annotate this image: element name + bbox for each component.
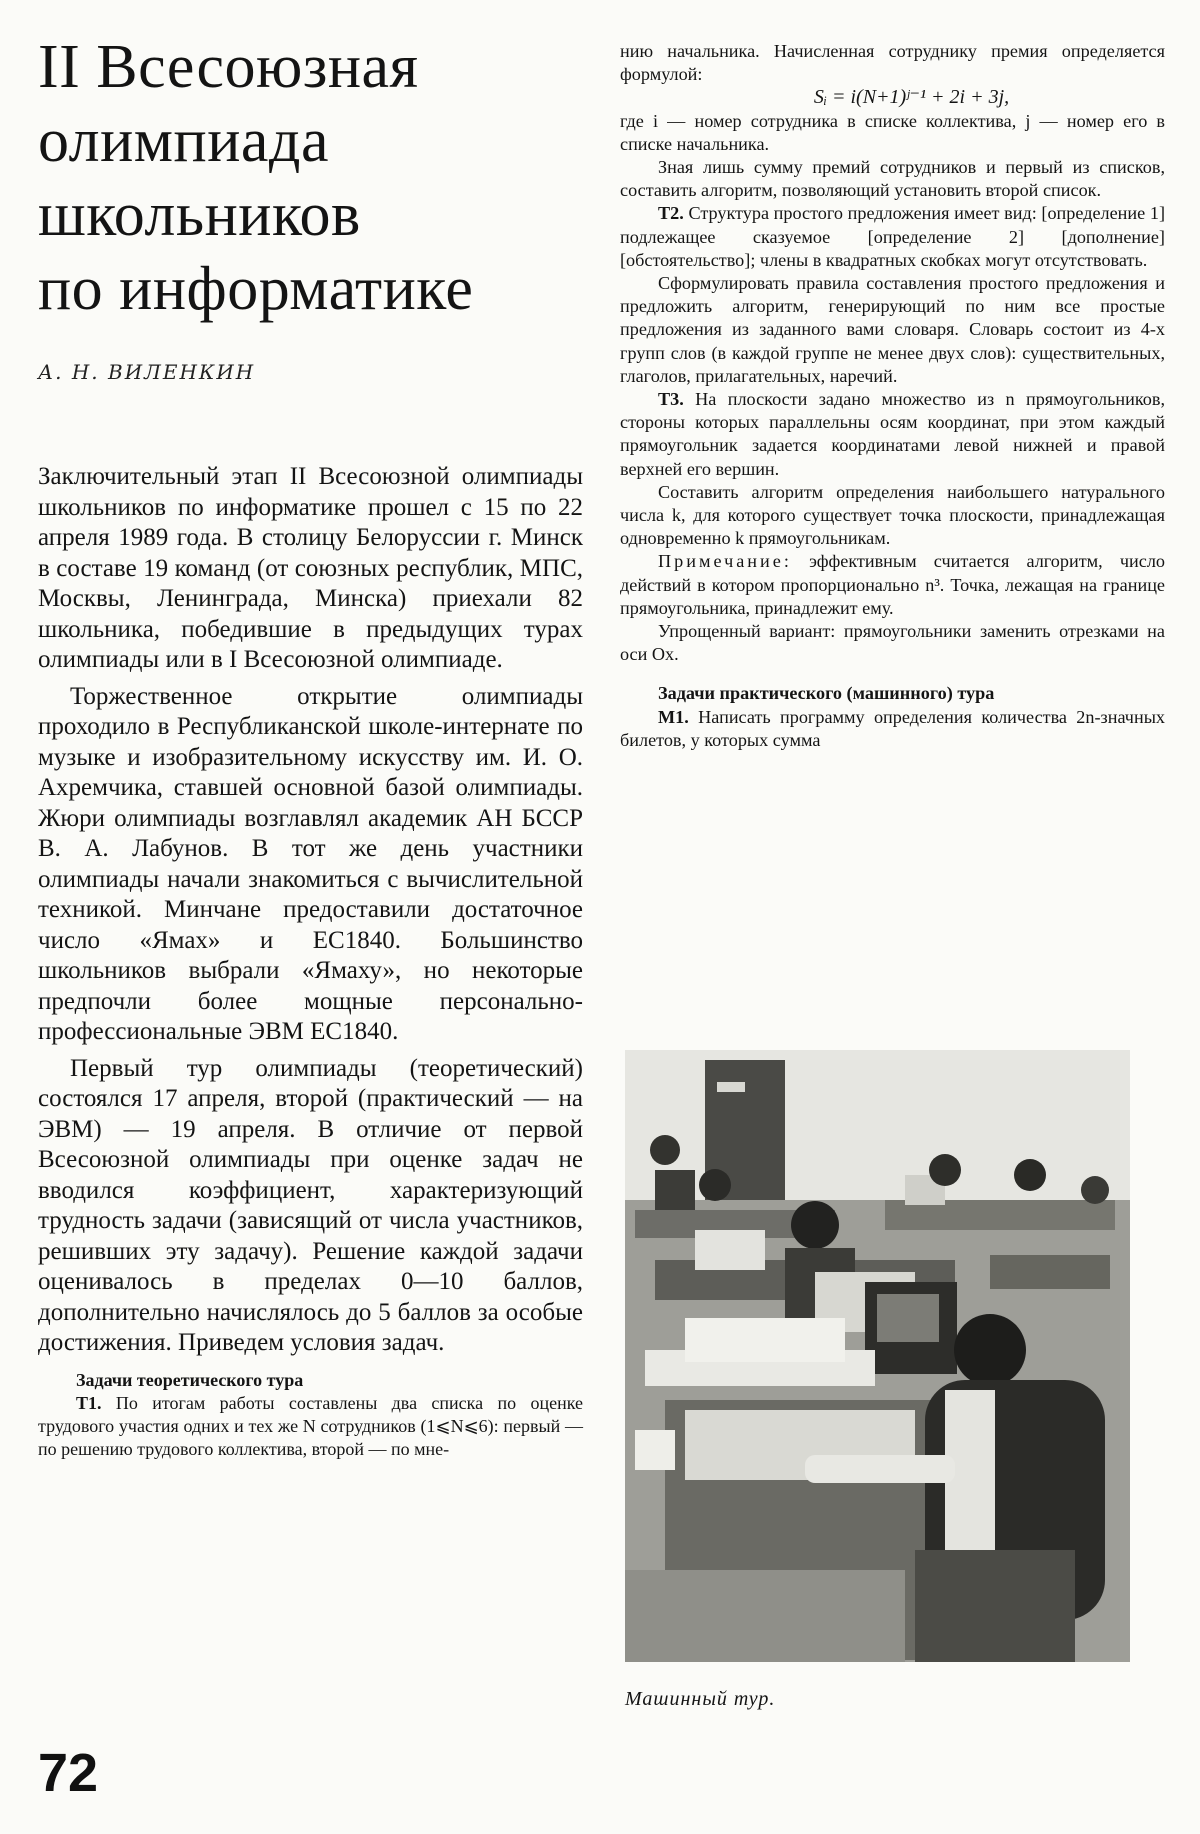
left-column [38, 30, 583, 1461]
title-line: олимпиада [38, 107, 329, 175]
paragraph: Первый тур олимпиады (теоретический) состоялся 17 апреля, второй (практический — на ЭВМ) — 19 апреля. В отличие от первой Всесоюзной олимпиады при оценке задач не вводился коэффициент, характеризующий трудность задачи (зависящий от числа участников, решивших эту задачу). Решение каждой задачи оценивалось в пределах 0—10 баллов, дополнительно начислялось до 5 баллов за особые достижения. Приведем условия задач. [38, 1054, 583, 1356]
page-number: 72 [38, 1743, 99, 1803]
note-text: эффективным считается алгоритм, число действий в котором пропорционально n³. Точка, лежащая на границе прямоугольника, принадлежит ему. [620, 551, 1166, 618]
task-label: М1. [658, 706, 689, 727]
task-t1-where: где i — номер сотрудника в списке коллектива, j — номер его в списке начальника. [620, 110, 1165, 154]
theory-tasks-start [38, 1369, 583, 1461]
formula: Sᵢ = i(N+1)ʲ⁻¹ + 2i + 3j, [813, 86, 1010, 109]
theory-heading: Задачи теоретического тура [76, 1369, 304, 1390]
task-text: Написать программу определения количества 2n-значных билетов, у которых сумма [620, 706, 1166, 750]
computer-room-photo [625, 1050, 1130, 1662]
title-line: II Всесоюзная [38, 33, 419, 101]
task-t3-task: Составить алгоритм определения наибольшего натурального числа k, для которого существует точка плоскости, принадлежащая одновременно k прямоугольникам. [620, 481, 1165, 549]
practice-heading: Задачи практического (машинного) тура [658, 683, 995, 704]
task-label: Т3. [658, 389, 684, 410]
task-label: Т1. [76, 1392, 102, 1413]
intro-text [38, 462, 583, 1359]
note-label: Примечание: [658, 551, 792, 572]
task-t2 [620, 202, 1165, 272]
task-t1-task: Зная лишь сумму премий сотрудников и первый из списков, составить алгоритм, позволяющий установить второй список. [620, 157, 1165, 201]
author-byline: А. Н. ВИЛЕНКИН [38, 360, 256, 384]
article-title [38, 30, 583, 326]
task-m1 [620, 706, 1165, 752]
right-column [620, 40, 1165, 752]
task-text: По итогам работы составлены два списка по оценке трудового участия одних и тех же N сотрудников (1⩽N⩽6): первый — по решению трудового коллектива, второй — по мне- [38, 1392, 583, 1459]
photo-illustration [625, 1050, 1130, 1662]
paragraph: Заключительный этап II Всесоюзной олимпиады школьников по информатике прошел с 15 по 22 апреля 1989 года. В столицу Белоруссии г. Минск в составе 19 команд (от союзных республик, МПС, Москвы, Ленинграда, Минска) приехали 82 школьника, победившие в предыдущих турах олимпиады или в I Всесоюзной олимпиаде. [38, 463, 583, 673]
task-text: На плоскости задано множество из n прямоугольников, стороны которых параллельны осям координат, при этом каждый прямоугольник задается координатами левой нижней и правой верхней его вершин. [620, 389, 1165, 479]
simplified-variant: Упрощенный вариант: прямоугольники заменить отрезками на оси Ox. [620, 621, 1165, 665]
photo-caption: Машинный тур. [625, 1688, 776, 1710]
note [620, 550, 1165, 620]
title-line: по информатике [38, 255, 474, 323]
task-label: Т2. [658, 203, 684, 224]
task-t1 [38, 1392, 583, 1461]
task-t3 [620, 388, 1165, 481]
task-t2-task: Сформулировать правила составления простого предложения и предложить алгоритм, генерирующий по ним все простые предложения из заданного вами словаря. Словарь состоит из 4-х групп слов (в каждой группе не менее двух слов): существительных, глаголов, прилагательных, наречий. [620, 273, 1165, 386]
task-t1-continued: нию начальника. Начисленная сотруднику премия определяется формулой: [620, 41, 1165, 85]
task-text: Структура простого предложения имеет вид: [определение 1] подлежащее сказуемое [определение 2] [дополнение] [обстоятельство]; члены в квадратных скобках могут отсутствовать. [620, 203, 1166, 270]
paragraph: Торжественное открытие олимпиады проходило в Республиканской школе-интернате по музыке и изобразительному искусству им. И. О. Ахремчика, ставшей основной базой олимпиады. Жюри олимпиады возглавлял академик АН БССР В. А. Лабунов. В тот же день участники олимпиады начали знакомиться с вычислительной техникой. Минчане предоставили достаточное число «Ямах» и ЕС1840. Большинство школьников выбрали «Ямаху», но некоторые предпочли более мощные персонально-профессиональные ЭВМ ЕС1840. [38, 682, 583, 1045]
title-line: школьников [38, 181, 361, 249]
